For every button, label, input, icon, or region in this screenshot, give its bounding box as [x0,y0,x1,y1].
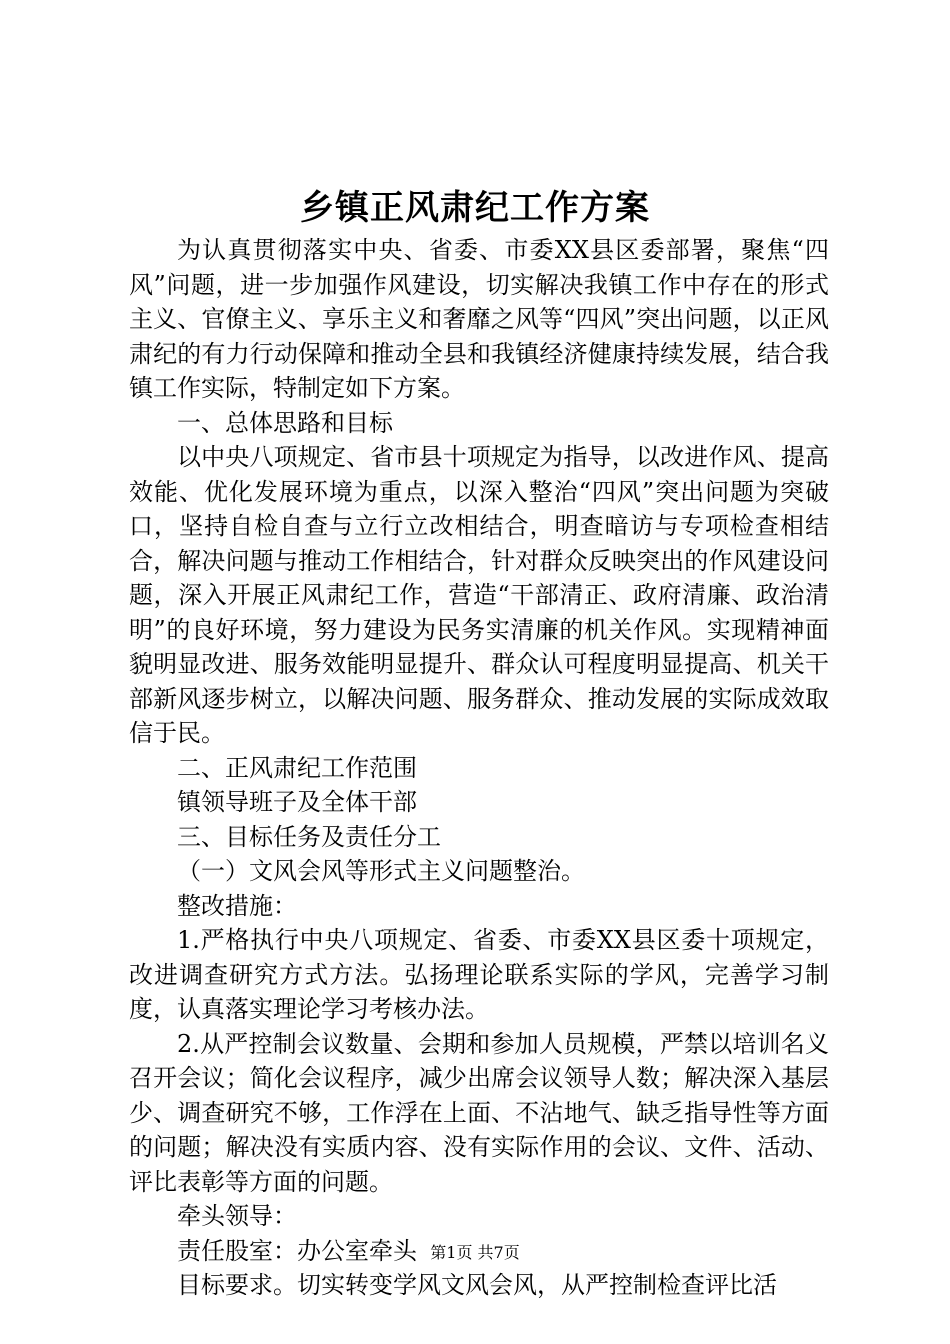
heading-work-scope: 二、正风肃纪工作范围 [177,753,417,782]
heading-overall-goals: 一、总体思路和目标 [177,408,393,437]
label-measures: 整改措施： [177,891,297,920]
paragraph-target-requirements: 目标要求。切实转变学风文风会风，从严控制检查评比活 [177,1271,777,1299]
subheading-formalism: （一）文风会风等形式主义问题整治。 [177,857,585,885]
paragraph-intro: 为认真贯彻落实中央、省委、市委XX县区委部署，聚焦“四风”问题，进一步加强作风建设，切实解决我镇工作中存在的形式主义、官僚主义、享乐主义和奢靡之风等“四风”突出问题，以正风肃纪的有力行动保障和推动全县和我镇经济健康持续发展，结合我镇工作实际，特制定如下方案。 [129,236,829,402]
paragraph-goals: 以中央八项规定、省市县十项规定为指导，以改进作风、提高效能、优化发展环境为重点，以深入整治“四风”突出问题为突破口，坚持自检自查与立行立改相结合，明查暗访与专项检查相结合，解决问题与推动工作相结合，针对群众反映突出的作风建设问题，深入开展正风肃纪工作，营造“干部清正、政府清廉、政治清明”的良好环境，努力建设为民务实清廉的机关作风。实现精神面貌明显改进、服务效能明显提升、群众认可程度明显提高、机关干部新风逐步树立，以解决问题、服务群众、推动发展的实际成效取信于民。 [129,443,829,747]
paragraph-measure-1: 1.严格执行中央八项规定、省委、市委XX县区委十项规定，改进调查研究方式方法。弘扬理论联系实际的学风，完善学习制度，认真落实理论学习考核办法。 [129,926,829,1023]
paragraph-measure-2: 2.从严控制会议数量、会期和参加人员规模，严禁以培训名义召开会议；简化会议程序，减少出席会议领导人数；解决深入基层少、调查研究不够，工作浮在上面、不沾地气、缺乏指导性等方面的问题；解决没有实质内容、没有实际作用的会议、文件、活动、评比表彰等方面的问题。 [129,1029,829,1196]
page-number: 第1页 共7页 [430,1243,520,1262]
heading-tasks: 三、目标任务及责任分工 [177,822,441,851]
document-body [129,233,829,1303]
document-title: 乡镇正风肃纪工作方案 [300,188,650,228]
paragraph-scope: 镇领导班子及全体干部 [177,788,417,816]
label-responsible-office: 责任股室：办公室牵头 [177,1236,417,1265]
label-lead: 牵头领导： [177,1202,297,1230]
